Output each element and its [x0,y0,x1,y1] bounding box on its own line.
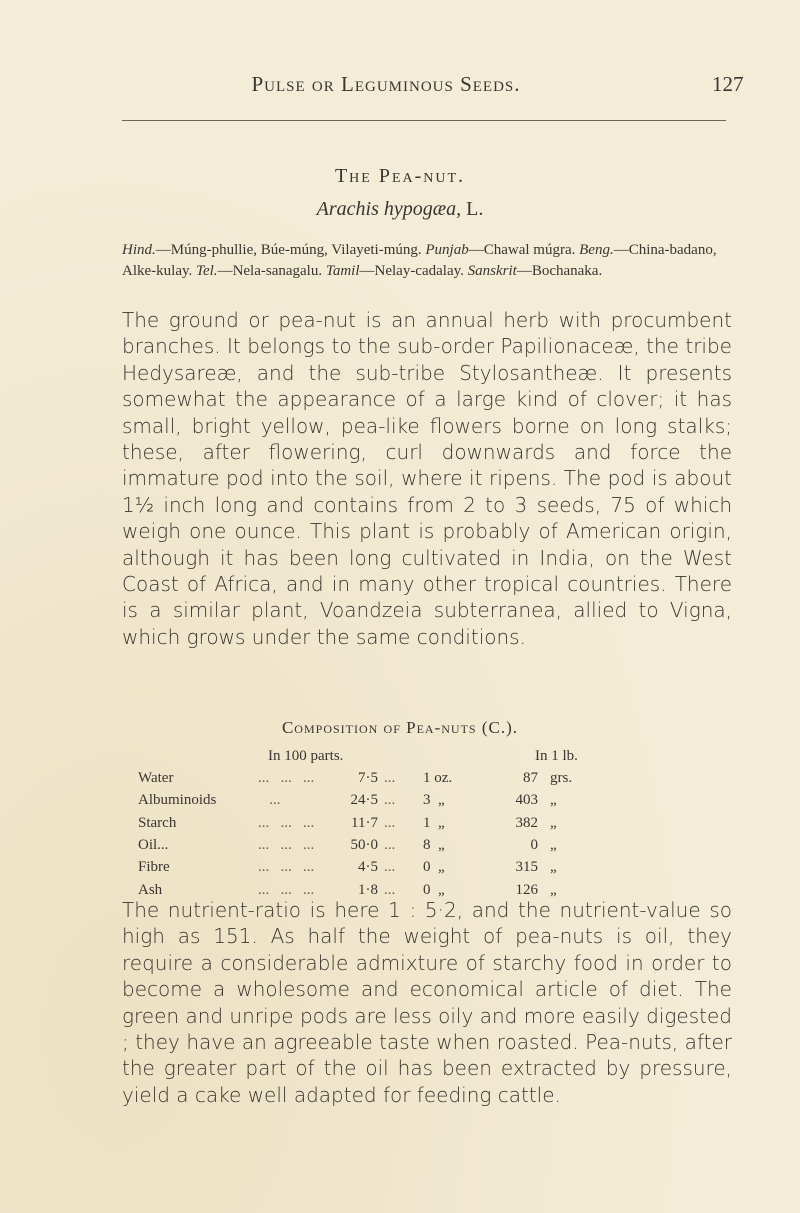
cell-name: Oil... [138,836,169,853]
page-number: 127 [712,72,744,96]
beng-text: —China-badano, Alke-kulay. [122,242,717,279]
composition-title: Composition of Pea-nuts (C.). [281,718,519,737]
cell-dots2: ... [384,859,396,876]
tamil-text: —Nelay-cadalay. [359,263,464,279]
section-title: The Pea-nut. [334,165,466,187]
cell-grs: 315 [515,859,538,876]
table-row [138,859,698,881]
column-header-lb: In 1 lb. [535,748,578,764]
cell-parts: 4·5 [358,859,378,876]
table-row [138,837,698,859]
cell-dots2: ... [384,792,396,809]
tamil-label: Tamil [325,263,360,279]
cell-unit: „ [550,814,557,831]
cell-unit: „ [550,792,557,809]
cell-name: Water [138,770,174,786]
page-header [0,72,800,108]
cell-oz: 3 „ [423,792,445,809]
beng-label: Beng. [579,242,614,258]
cell-name: Starch [138,814,177,831]
cell-unit: grs. [550,770,573,786]
cell-dots: ... ... ... [258,814,315,831]
punjab-text: —Chawal múgra. [468,242,576,258]
cell-name: Ash [138,881,163,898]
cell-parts: 50·0 [350,836,378,853]
cell-unit: „ [550,859,557,876]
cell-grs: 0 [530,836,538,853]
paragraph-nutrition: The nutrient-ratio is here 1 : 5·2, and the nutrient-value so high as 151. As half the weight of pea-nuts is oil, they require a considerable admixture of starchy food in order to become a wholesome and economical article of diet. The green and unripe pods are less oily and more easily digested ; they have an agreeable taste when roasted. Pea-nuts, after the greater part of the oil has been extracted by pressure, yield a cake well adapted for feeding cattle. [122,898,732,1107]
running-head: Pulse or Leguminous Seeds. [251,72,521,96]
cell-grs: 126 [515,881,538,898]
cell-oz: 8 „ [423,836,445,853]
cell-parts: 11·7 [351,814,378,831]
cell-dots: ... ... ... [258,859,315,876]
tel-text: —Nela-sanagalu. [217,263,323,279]
cell-dots: ... [258,792,281,809]
latin-author: L. [466,198,484,220]
latin-name [0,198,800,221]
cell-oz: 0 „ [423,859,445,876]
cell-unit: „ [550,881,557,898]
cell-grs: 87 [523,770,538,786]
cell-dots: ... ... ... [258,770,315,786]
hind-label: Hind. [122,242,156,258]
cell-grs: 382 [515,814,538,831]
cell-oz: 1 oz. [423,770,453,786]
cell-parts: 1·8 [358,881,378,898]
cell-unit: „ [550,836,557,853]
cell-dots2: ... [384,814,396,831]
cell-dots2: ... [384,770,396,786]
cell-name: Fibre [138,859,170,876]
header-rule [122,120,726,121]
column-header-parts: In 100 parts. [268,748,344,764]
paragraph-description: The ground or pea-nut is an annual herb with procumbent branches. It belongs to the sub-order Papilionaceæ, the tribe Hedysareæ, and the sub-tribe Stylosantheæ. It presents somewhat the appearance of a large kind of clover; it has small, bright yellow, pea-like flowers borne on long stalks; these, after flowering, curl downwards and force the immature pod into the soil, where it ripens. The pod is about 1½ inch long and contains from 2 to 3 seeds, 75 of which weigh one ounce. This plant is probably of American origin, although it has been long cultivated in India, on the West Coast of Africa, and in many other tropical countries. There is a similar plant, Voandzeia subterranea, allied to Vigna, which grows under the same conditions. [122,308,732,649]
cell-parts: 24·5 [350,792,378,809]
cell-dots: ... ... ... [258,836,315,853]
cell-grs: 403 [515,792,538,809]
cell-oz: 0 „ [423,881,445,898]
latin-binomial: Arachis hypogæa, [316,198,462,220]
cell-dots2: ... [384,836,396,853]
table-row [138,770,698,792]
cell-dots: ... ... ... [258,881,315,898]
sanskrit-label: Sanskrit [467,263,517,279]
table-row [138,815,698,837]
vernacular-names [122,240,732,282]
table-row [138,792,698,814]
sanskrit-text: —Bochanaka. [516,263,603,279]
hind-text: —Múng-phullie, Búe-múng, Vilayeti-múng. [155,242,422,258]
tel-label: Tel. [196,263,218,279]
cell-parts: 7·5 [358,770,378,786]
punjab-label: Punjab [425,242,469,258]
cell-name: Albuminoids [138,792,217,809]
cell-oz: 1 „ [423,814,445,831]
cell-dots2: ... [384,881,396,898]
